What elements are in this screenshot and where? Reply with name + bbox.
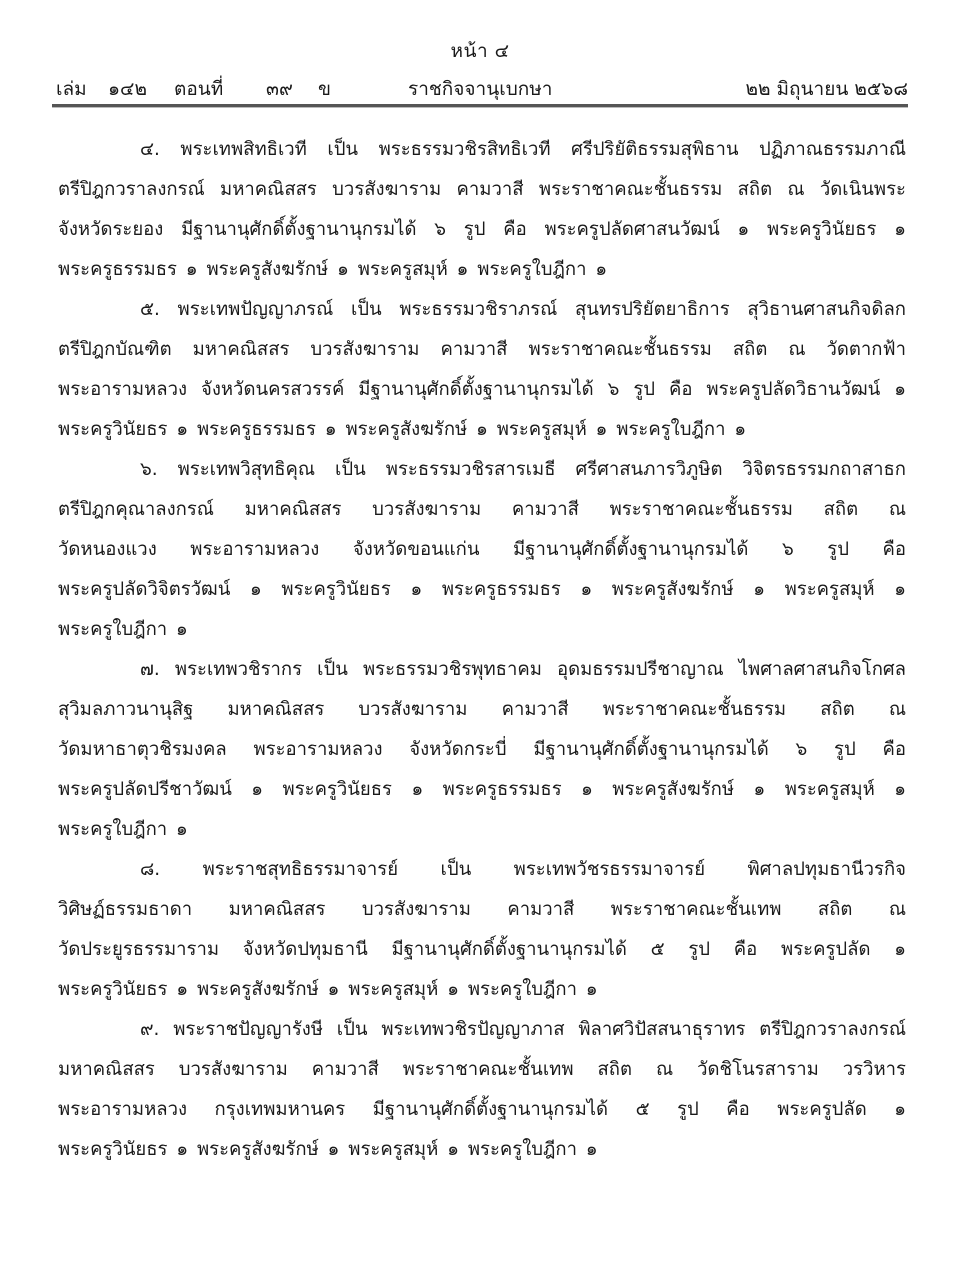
text-line: พระครูธรรมธร ๑ พระครูสังฆรักษ์ ๑ พระครูสมุห์ ๑ พระครูใบฎีกา ๑ — [58, 259, 608, 280]
text-line: ตรีปิฎกวราลงกรณ์ มหาคณิสสร บวรสังฆาราม คามวาสี พระราชาคณะชั้นธรรม สถิต ณ วัดเนินพระ — [58, 179, 906, 200]
text-line: วัดหนองแวง พระอารามหลวง จังหวัดขอนแก่น มีฐานานุศักดิ์ตั้งฐานานุกรมได้ ๖ รูป คือ — [58, 539, 906, 560]
page-number: หน้า ๔ — [450, 40, 510, 62]
text-line: ๙. พระราชปัญญารังษี เป็น พระเทพวชิรปัญญาภาส พิลาศวิปัสสนาธุราทร ตรีปิฎกวราลงกรณ์ — [140, 1019, 906, 1040]
text-line: ตรีปิฎกคุณาลงกรณ์ มหาคณิสสร บวรสังฆาราม คามวาสี พระราชาคณะชั้นธรรม สถิต ณ — [58, 499, 906, 520]
text-line: พระครูวินัยธร ๑ พระครูสังฆรักษ์ ๑ พระครูสมุห์ ๑ พระครูใบฎีกา ๑ — [58, 1139, 598, 1160]
text-line: พระอารามหลวง กรุงเทพมหานคร มีฐานานุศักดิ์ตั้งฐานานุกรมได้ ๕ รูป คือ พระครูปลัด ๑ — [58, 1099, 906, 1120]
text-line: จังหวัดระยอง มีฐานานุศักดิ์ตั้งฐานานุกรมได้ ๖ รูป คือ พระครูปลัดศาสนวัฒน์ ๑ พระครูวินัยธร ๑ — [58, 219, 906, 240]
issue-label: ตอนที่ — [174, 78, 224, 100]
volume-label: เล่ม — [56, 78, 87, 100]
gazette-header — [56, 74, 908, 102]
text-line: พระครูวินัยธร ๑ พระครูสังฆรักษ์ ๑ พระครูสมุห์ ๑ พระครูใบฎีกา ๑ — [58, 979, 598, 1000]
text-line: ๖. พระเทพวิสุทธิคุณ เป็น พระธรรมวชิรสารเมธี ศรีศาสนภารวิภูษิต วิจิตรธรรมกถาสาธก — [140, 459, 906, 480]
text-line: สุวิมลภาวนานุสิฐ มหาคณิสสร บวรสังฆาราม คามวาสี พระราชาคณะชั้นธรรม สถิต ณ — [58, 699, 906, 720]
text-line: ๕. พระเทพปัญญาภรณ์ เป็น พระธรรมวชิราภรณ์ สุนทรปริยัตยาธิการ สุวิธานศาสนกิจดิลก — [140, 299, 906, 320]
text-line: ตรีปิฎกบัณฑิต มหาคณิสสร บวรสังฆาราม คามวาสี พระราชาคณะชั้นธรรม สถิต ณ วัดตากฟ้า — [58, 339, 906, 360]
paragraph-7 — [58, 650, 906, 850]
header-rule — [52, 104, 908, 108]
paragraph-9 — [58, 1010, 906, 1170]
text-line: ๔. พระเทพสิทธิเวที เป็น พระธรรมวชิรสิทธิเวที ศรีปริยัติธรรมสุพิธาน ปฏิภาณธรรมภาณี — [140, 139, 906, 160]
paragraph-5 — [58, 290, 906, 450]
text-line: วัดมหาธาตุวชิรมงคล พระอารามหลวง จังหวัดกระบี่ มีฐานานุศักดิ์ตั้งฐานานุกรมได้ ๖ รูป คือ — [58, 739, 906, 760]
paragraph-8 — [58, 850, 906, 1010]
text-line: พระครูวินัยธร ๑ พระครูธรรมธร ๑ พระครูสังฆรักษ์ ๑ พระครูสมุห์ ๑ พระครูใบฎีกา ๑ — [58, 419, 747, 440]
text-line: ๗. พระเทพวชิรากร เป็น พระธรรมวชิรพุทธาคม อุดมธรรมปรีชาญาณ ไพศาลศาสนกิจโกศล — [140, 659, 906, 680]
text-line: พระครูปลัดปรีชาวัฒน์ ๑ พระครูวินัยธร ๑ พระครูธรรมธร ๑ พระครูสังฆรักษ์ ๑ พระครูสมุห์ ๑ — [58, 779, 906, 800]
document-body — [58, 130, 906, 1170]
paragraph-6 — [58, 450, 906, 650]
text-line: พระครูปลัดวิจิตรวัฒน์ ๑ พระครูวินัยธร ๑ พระครูธรรมธร ๑ พระครูสังฆรักษ์ ๑ พระครูสมุห์ ๑ — [58, 579, 906, 600]
text-line: พระอารามหลวง จังหวัดนครสวรรค์ มีฐานานุศักดิ์ตั้งฐานานุกรมได้ ๖ รูป คือ พระครูปลัดวิธานวัฒน์ ๑ — [58, 379, 906, 400]
text-line: วิศิษฏ์ธรรมธาดา มหาคณิสสร บวรสังฆาราม คามวาสี พระราชาคณะชั้นเทพ สถิต ณ — [58, 899, 906, 920]
volume-number: ๑๔๒ — [108, 78, 147, 100]
issue-number: ๓๙ — [266, 78, 293, 100]
gazette-name: ราชกิจจานุเบกษา — [408, 78, 553, 100]
publication-date: ๒๒ มิถุนายน ๒๕๖๘ — [745, 78, 908, 100]
paragraph-4 — [58, 130, 906, 290]
text-line: พระครูใบฎีกา ๑ — [58, 619, 188, 640]
text-line: พระครูใบฎีกา ๑ — [58, 819, 188, 840]
text-line: ๘. พระราชสุทธิธรรมาจารย์ เป็น พระเทพวัชรธรรมาจารย์ พิศาลปทุมธานีวรกิจ — [140, 859, 906, 880]
section-label: ข — [318, 78, 331, 100]
text-line: มหาคณิสสร บวรสังฆาราม คามวาสี พระราชาคณะชั้นเทพ สถิต ณ วัดชิโนรสาราม วรวิหาร — [58, 1059, 906, 1080]
text-line: วัดประยูรธรรมาราม จังหวัดปทุมธานี มีฐานานุศักดิ์ตั้งฐานานุกรมได้ ๕ รูป คือ พระครูปลัด ๑ — [58, 939, 906, 960]
